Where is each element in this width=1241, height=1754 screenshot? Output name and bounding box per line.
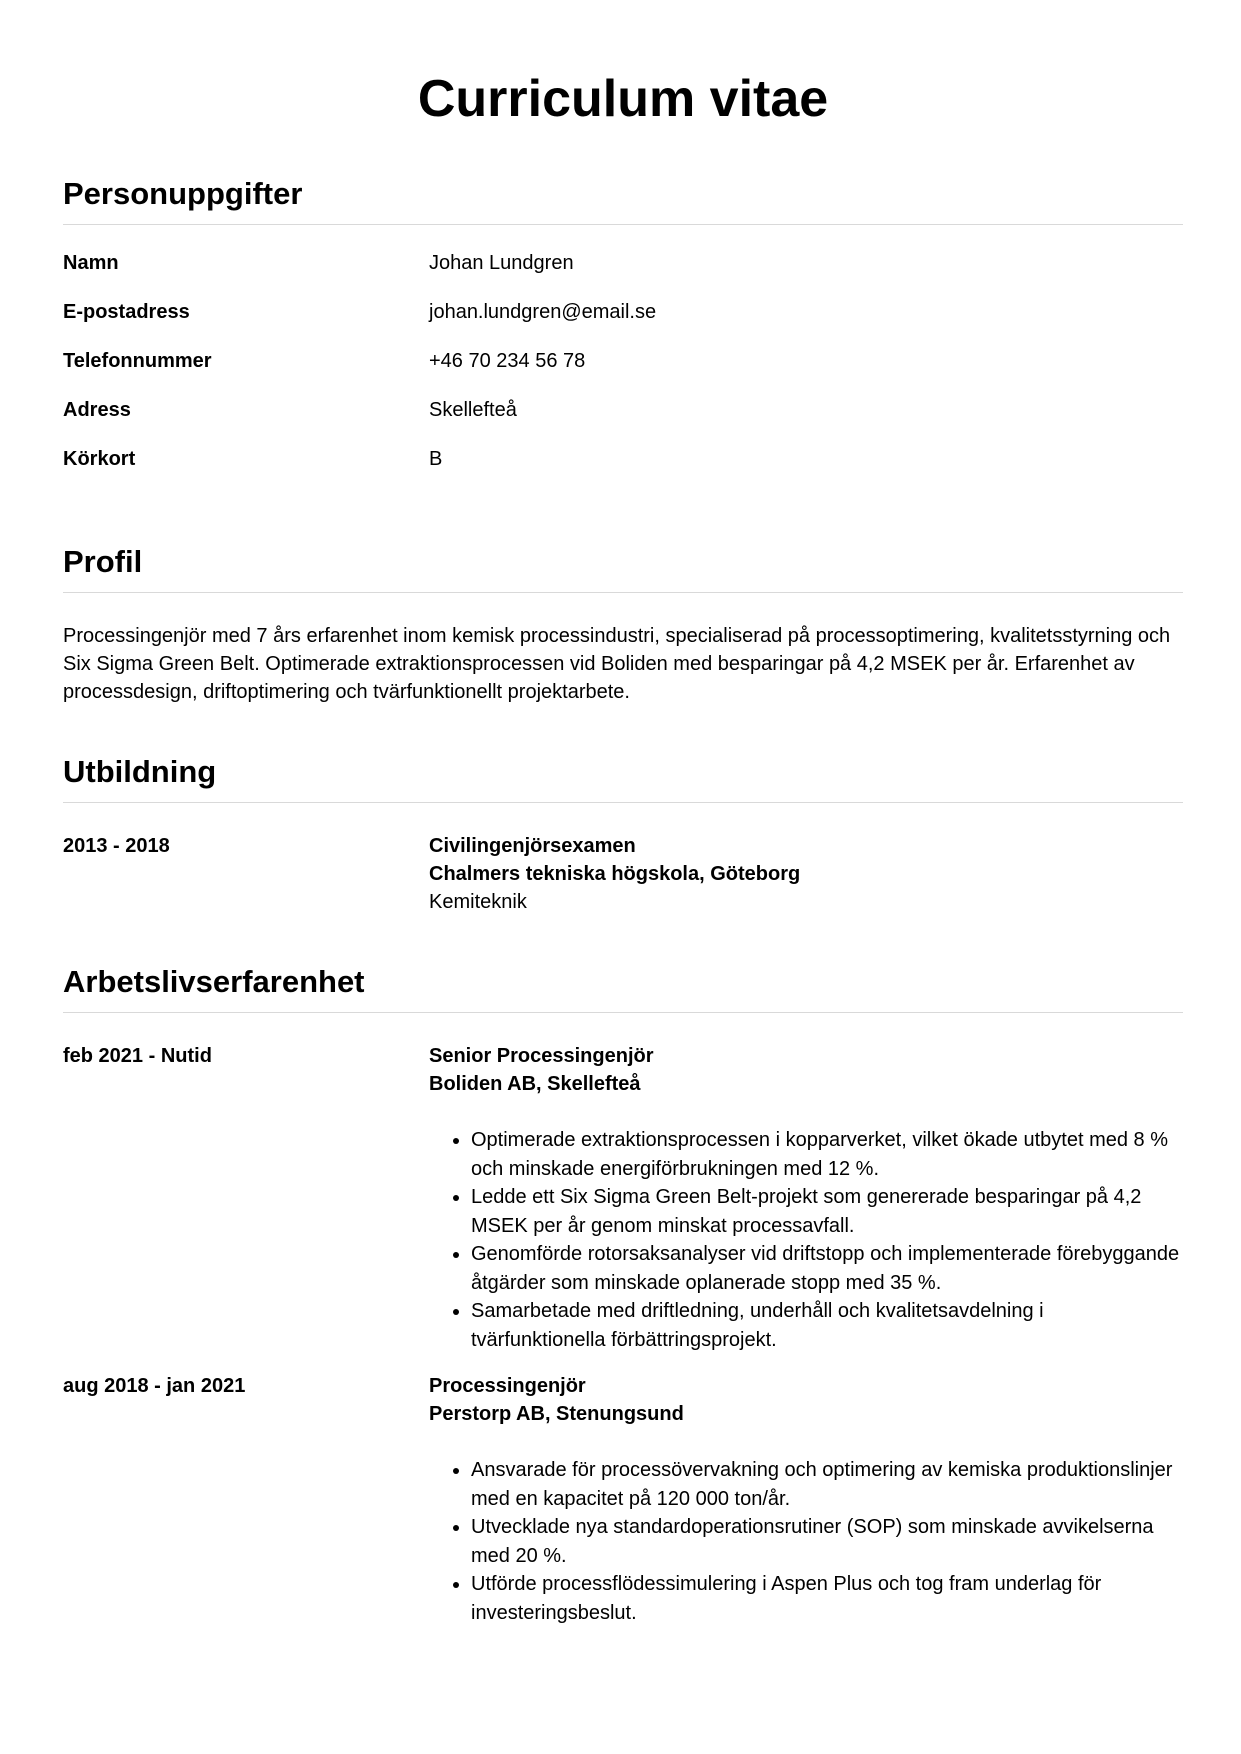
label-address: Adress (63, 399, 131, 421)
value-email: johan.lundgren@email.se (429, 301, 657, 323)
section-heading-personal: Personuppgifter (63, 176, 1183, 225)
experience-entry-boliden (63, 1042, 1183, 1372)
personal-rows (63, 249, 1183, 509)
experience-details (429, 1372, 1183, 1627)
value-address: Skellefteå (429, 399, 517, 421)
education-field: Kemiteknik (429, 891, 527, 913)
list-item: • Utvecklade nya standardoperationsrutiner (SOP) som minskade avvikelserna med 20 %. (471, 1513, 1183, 1570)
profile-text: Processingenjör med 7 års erfarenhet inom kemisk processindustri, specialiserad på processoptimering, kvalitetsstyrning och Six Sigma Green Belt. Optimerade extraktionsprocessen vid Boliden med besparingar på 4,2 MSEK per år. Erfarenhet av processdesign, driftoptimering och tvärfunktionellt projektarbete. (63, 625, 1171, 703)
experience-role: Processingenjör (429, 1375, 586, 1397)
list-item: • Ledde ett Six Sigma Green Belt-projekt som genererade besparingar på 4,2 MSEK per år genom minskat processavfall. (471, 1183, 1183, 1240)
value-phone: +46 70 234 56 78 (429, 350, 586, 372)
education-entry (63, 832, 1183, 922)
section-experience (63, 964, 1183, 1632)
list-item: • Ansvarade för processövervakning och optimering av kemiska produktionslinjer med en kapacitet på 120 000 ton/år. (471, 1456, 1183, 1513)
experience-entry-perstorp (63, 1372, 1183, 1632)
list-item: • Utförde processflödessimulering i Aspen Plus och tog fram underlag för investeringsbeslut. (471, 1570, 1183, 1627)
experience-role: Senior Processingenjör (429, 1045, 654, 1067)
section-heading-experience: Arbetslivserfarenhet (63, 964, 1183, 1013)
label-name: Namn (63, 252, 119, 274)
value-license: B (429, 448, 443, 470)
label-phone: Telefonnummer (63, 350, 212, 372)
experience-company: Boliden AB, Skellefteå (429, 1073, 641, 1095)
experience-bullets (429, 1456, 1183, 1627)
section-education (63, 754, 1183, 922)
experience-company: Perstorp AB, Stenungsund (429, 1403, 684, 1425)
list-item: • Samarbetade med driftledning, underhåll och kvalitetsavdelning i tvärfunktionella förbättringsprojekt. (471, 1297, 1183, 1354)
document-title: Curriculum vitae (417, 70, 829, 128)
experience-details (429, 1042, 1183, 1354)
cv-page (63, 0, 1183, 1624)
section-profile (63, 544, 1183, 706)
list-item: • Genomförde rotorsaksanalyser vid driftstopp och implementerade förebyggande åtgärder som minskade oplanerade stopp med 35 %. (471, 1240, 1183, 1297)
section-personal (63, 176, 1183, 509)
label-license: Körkort (63, 448, 136, 470)
education-details (429, 832, 1183, 916)
education-school: Chalmers tekniska högskola, Göteborg (429, 863, 801, 885)
education-degree: Civilingenjörsexamen (429, 835, 636, 857)
list-item: • Optimerade extraktionsprocessen i kopparverket, vilket ökade utbytet med 8 % och minskade energiförbrukningen med 12 %. (471, 1126, 1183, 1183)
label-email: E-postadress (63, 301, 190, 323)
section-heading-education: Utbildning (63, 754, 1183, 803)
value-name: Johan Lundgren (429, 252, 574, 274)
section-heading-profile: Profil (63, 544, 1183, 593)
education-period: 2013 - 2018 (63, 835, 170, 857)
experience-period: feb 2021 - Nutid (63, 1045, 212, 1067)
experience-period: aug 2018 - jan 2021 (63, 1375, 246, 1397)
experience-bullets (429, 1126, 1183, 1354)
